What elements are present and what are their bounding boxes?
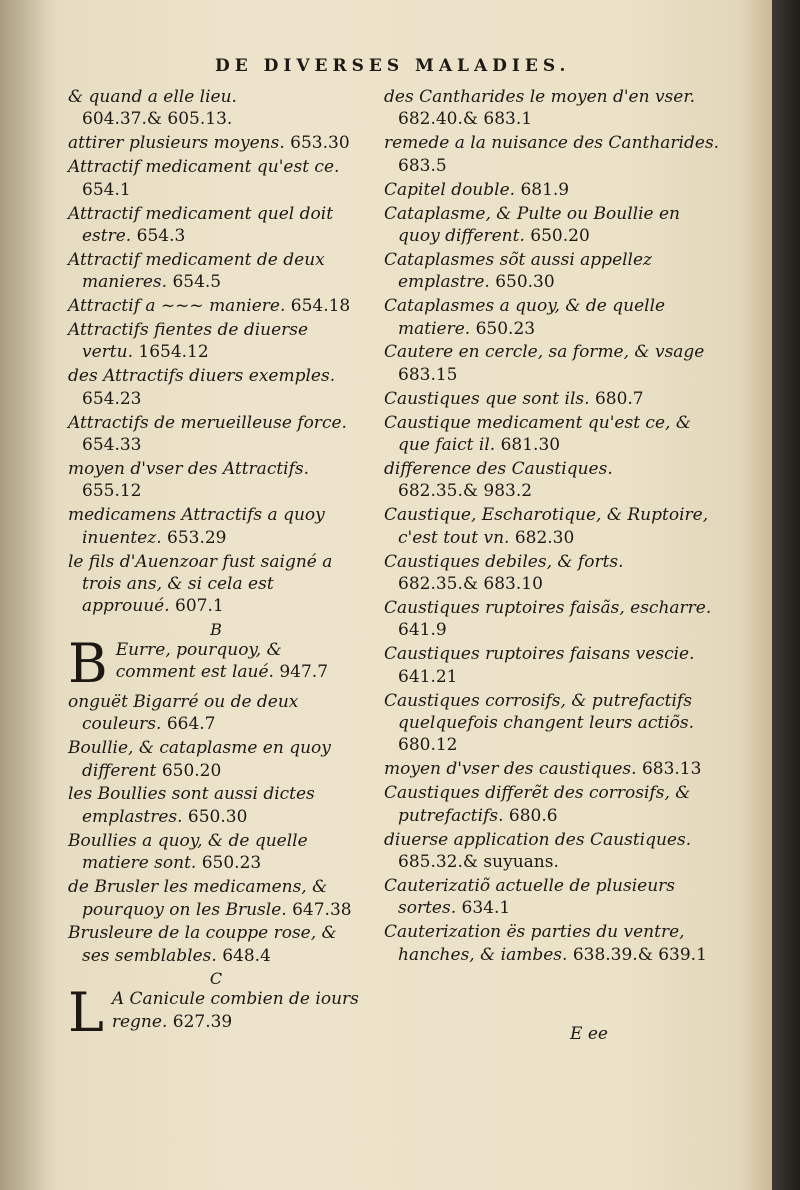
dropcap-b: B — [68, 638, 108, 687]
entry-text: les Boullies sont aussi dictes emplastres. — [68, 784, 315, 827]
entry-text: Attractifs fientes de diuerse vertu. — [68, 320, 309, 363]
entry-text: Caustiques ruptoires faisans vescie. — [384, 644, 695, 665]
index-entry — [68, 295, 364, 317]
entry-text: Cataplasmes a quoy, & de quelle matiere. — [384, 296, 666, 339]
index-entry — [68, 737, 364, 782]
index-entry — [68, 922, 364, 967]
page-reference: 680.6 — [508, 805, 558, 826]
entry-text: Attractif medicament qu'est ce. — [68, 157, 340, 178]
entry-text: le fils d'Auenzoar fust saigné a trois ans, & si cela est approuué. — [68, 551, 333, 617]
page-reference: 650.20 — [530, 225, 590, 246]
page-reference: 685.32.& suyuans. — [398, 851, 559, 872]
page-reference: 641.9 — [398, 620, 447, 641]
entry-text: Eurre, pourquoy, & comment est laué. — [115, 639, 282, 683]
index-entry — [384, 758, 724, 780]
page-reference: 650.30 — [495, 272, 555, 293]
page-reference: 682.35.& 983.2 — [398, 481, 533, 502]
page-reference: 654.5 — [172, 272, 222, 293]
entry-text: moyen d'vser des caustiques. — [384, 759, 637, 780]
entry-text: Attractif medicament quel doit estre. — [68, 203, 334, 246]
page-reference: 654.23 — [82, 388, 142, 409]
page-reference: 604.37.& 605.13. — [82, 109, 233, 130]
entry-text: A Canicule combien de iours regne. — [111, 989, 359, 1032]
page-reference: 682.40.& 683.1 — [398, 109, 533, 130]
index-entry — [68, 365, 364, 410]
page-reference: 650.23 — [201, 853, 262, 874]
page-reference: 683.13 — [641, 759, 702, 780]
index-entry — [68, 132, 364, 154]
index-entry — [384, 458, 724, 503]
section-letter-c: C — [209, 969, 223, 989]
index-entry — [68, 783, 364, 828]
page-reference: 634.1 — [461, 898, 511, 919]
book-edge — [772, 0, 800, 1190]
page-reference: 680.12 — [398, 735, 458, 756]
page-reference: 638.39.& 639.1 — [572, 944, 707, 965]
index-entry — [384, 829, 724, 874]
entry-text: Cautere en cercle, sa forme, & vsage — [384, 342, 705, 363]
entry-text: difference des Caustiques. — [384, 459, 613, 479]
entry-text: Caustique, Escharotique, & Ruptoire, c'est tout vn. — [384, 505, 709, 548]
index-entry — [384, 295, 724, 340]
index-entry — [68, 86, 364, 131]
page-reference: 680.7 — [594, 388, 644, 409]
index-entry — [68, 249, 364, 294]
index-entry — [68, 691, 364, 736]
index-entry — [68, 830, 364, 875]
page-reference: 650.20 — [161, 760, 222, 781]
right-entry-list — [384, 86, 724, 966]
index-entry — [384, 921, 724, 966]
entry-text: de Brusler les medicamens, & pourquoy on les Brusle. — [68, 877, 328, 920]
page-reference: 627.39 — [172, 1011, 233, 1032]
index-entry — [384, 412, 724, 457]
index-entry — [68, 203, 364, 248]
page-reference: 653.30 — [290, 133, 350, 154]
index-entry — [384, 782, 724, 827]
page-reference: 653.29 — [167, 527, 227, 548]
entry-text: des Cantharides le moyen d'en vser. — [384, 87, 696, 107]
entry-text: Caustiques corrosifs, & putrefactifs quelquefois changent leurs actiõs. — [384, 690, 694, 733]
index-entry — [384, 388, 724, 410]
entry-text: Caustiques debiles, & forts. — [384, 551, 624, 572]
page-reference: 682.30 — [514, 527, 575, 548]
entry-text: Attractif a ~~~ maniere. — [68, 296, 286, 317]
page-reference: 681.9 — [520, 179, 570, 200]
page-reference: 655.12 — [82, 481, 142, 502]
page-reference: 654.1 — [82, 179, 131, 200]
page-reference: 682.35.& 683.10 — [398, 574, 543, 595]
page-reference: 650.23 — [475, 318, 536, 339]
index-entry — [384, 203, 724, 248]
section-b-entry-list — [68, 691, 364, 967]
index-entry — [68, 876, 364, 921]
index-entry — [68, 412, 364, 457]
entry-text: Caustiques differẽt des corrosifs, & putrefactifs. — [384, 783, 691, 826]
entry-text: remede a la nuisance des Cantharides. — [384, 133, 720, 154]
index-entry — [68, 551, 364, 618]
entry-text: Boullies a quoy, & de quelle matiere sont. — [68, 830, 308, 874]
left-entry-list — [68, 86, 364, 618]
entry-text: Brusleure de la couppe rose, & ses semblables. — [68, 923, 337, 966]
section-c-first-entry — [68, 988, 364, 1036]
entry-text: diuerse application des Caustiques. — [384, 829, 692, 850]
entry-text: moyen d'vser des Attractifs. — [68, 459, 310, 479]
index-entry — [384, 132, 724, 177]
entry-text: & quand a elle lieu. — [68, 87, 237, 107]
entry-text: attirer plusieurs moyens. — [68, 133, 285, 154]
index-entry — [68, 504, 364, 549]
page-reference: 683.5 — [398, 155, 447, 176]
index-entry — [384, 690, 724, 757]
entry-text: onguët Bigarré ou de deux couleurs. — [68, 691, 299, 735]
page-reference: 654.18 — [290, 296, 351, 317]
entry-text: Caustiques que sont ils. — [384, 388, 590, 409]
left-column — [68, 86, 364, 1040]
index-entry — [384, 341, 724, 386]
index-entry — [384, 249, 724, 294]
index-entry — [384, 643, 724, 688]
page-reference: 650.30 — [187, 806, 248, 827]
page-reference: 947.7 — [279, 662, 329, 683]
entry-text: Cauterizatiõ actuelle de plusieurs sortes. — [384, 875, 676, 919]
index-entry — [384, 875, 724, 920]
entry-text: medicamens Attractifs a quoy inuentez. — [68, 505, 325, 548]
index-entry — [68, 319, 364, 364]
entry-text: des Attractifs diuers exemples. — [68, 366, 336, 387]
page-reference: 654.3 — [136, 225, 186, 246]
entry-text: Capitel double. — [384, 179, 516, 200]
page-reference: 1654.12 — [138, 342, 209, 363]
page-reference: 681.30 — [500, 435, 561, 456]
entry-text: Attractif medicament de deux manieres. — [68, 249, 325, 293]
running-header: DE DIVERSES MALADIES. — [215, 56, 571, 76]
index-entry — [384, 504, 724, 549]
entry-text: Attractifs de merueilleuse force. — [68, 412, 347, 433]
catchword: E ee — [570, 1024, 608, 1044]
page-reference: 607.1 — [175, 596, 224, 617]
page-reference: 641.21 — [398, 666, 458, 687]
section-b-first-entry — [68, 639, 364, 687]
index-entry — [384, 597, 724, 642]
entry-text: Boullie, & cataplasme en quoy different — [68, 738, 331, 781]
index-entry — [384, 551, 724, 596]
entry-text: Cataplasme, & Pulte ou Boullie en quoy different. — [384, 203, 680, 246]
entry-text: Cauterization ës parties du ventre, hanches, & iambes. — [384, 922, 685, 965]
page-reference: 664.7 — [166, 714, 216, 735]
page-reference: 648.4 — [222, 945, 271, 966]
entry-text: Caustique medicament qu'est ce, & que faict il. — [384, 412, 691, 456]
index-entry — [68, 156, 364, 201]
index-entry — [384, 179, 724, 201]
dropcap-l: L — [68, 988, 104, 1037]
index-entry — [384, 86, 724, 131]
entry-text: Caustiques ruptoires faisãs, escharre. — [384, 597, 712, 618]
page-reference: 683.15 — [398, 364, 458, 385]
entry-text: Cataplasmes sõt aussi appellez emplastre. — [384, 249, 653, 293]
index-entry — [68, 458, 364, 503]
section-letter-b: B — [210, 619, 222, 639]
right-column — [384, 86, 724, 967]
page-reference: 654.33 — [82, 435, 142, 456]
page-reference: 647.38 — [292, 899, 352, 920]
